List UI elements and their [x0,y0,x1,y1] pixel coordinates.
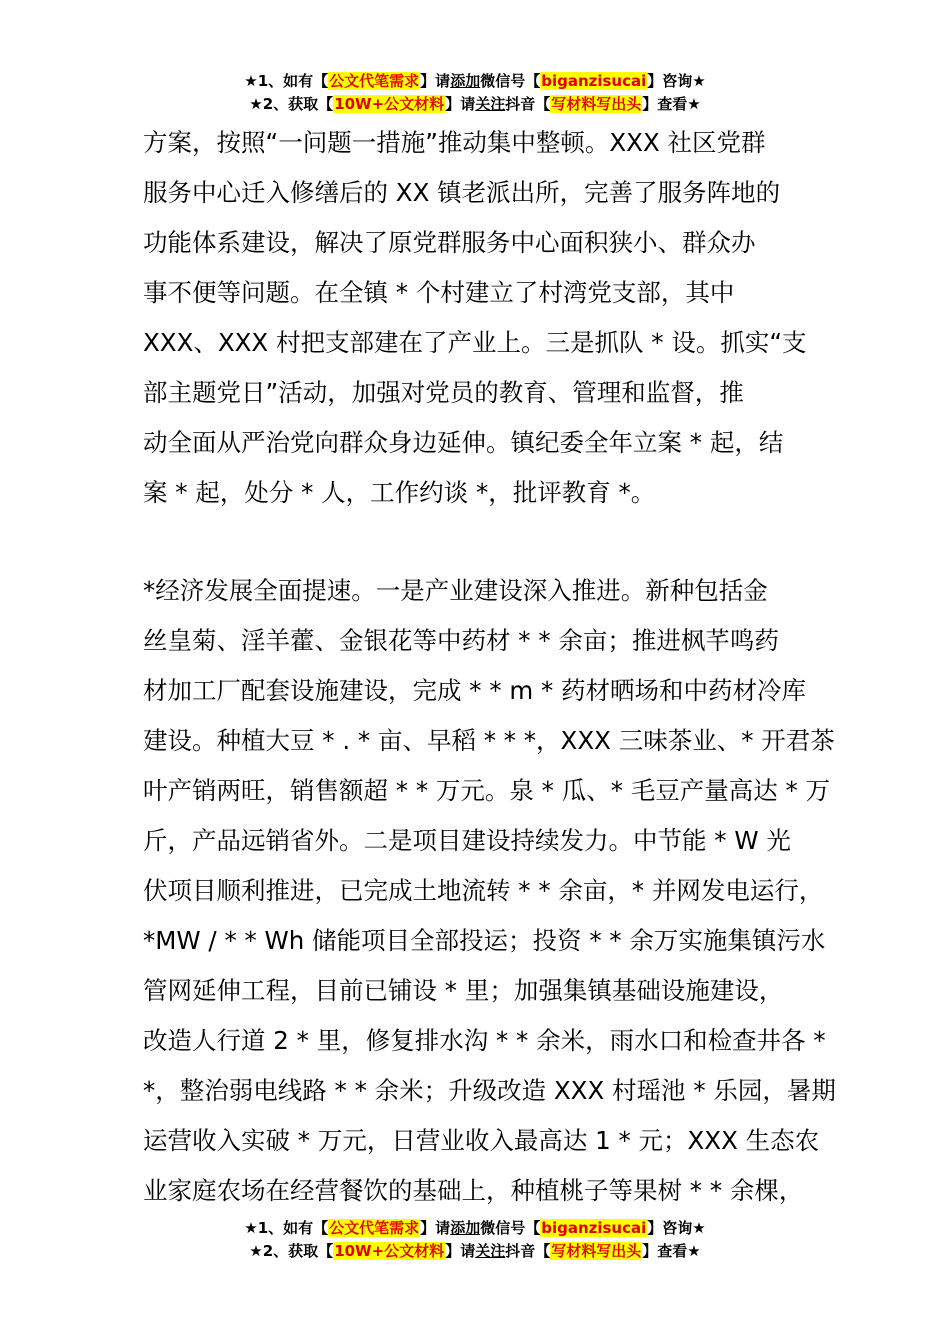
highlight-text: 公文代笔需求 [329,1219,420,1237]
text-line: 功能体系建设，解决了原党群服务中心面积狭小、群众办 [143,228,756,257]
text-line: 管网延伸工程，目前已铺设 * 里；加强集镇基础设施建设， [143,976,784,1005]
text-line: 材加工厂配套设施建设，完成 * * m * 药材晒场和中药材冷库 [143,676,807,705]
text-line: *MW / * * Wh 储能项目全部投运；投资 * * 余万实施集镇污水 [143,926,826,955]
banner-text: 】请 [420,1219,451,1237]
footer-banner [0,1217,950,1263]
banner-text: 】查看★ [642,1242,701,1260]
paragraph-1 [143,118,843,518]
text-line: XXX、XXX 村把支部建在了产业上。三是抓队 * 设。抓实“支 [143,328,807,357]
header-banner [0,70,950,116]
banner-text: 微信号【 [480,72,541,90]
highlight-text: 写材料写出头 [551,1242,642,1260]
text-line: *经济发展全面提速。一是产业建设深入推进。新种包括金 [143,576,768,605]
text-line: 改造人行道 2 * 里，修复排水沟 * * 余米，雨水口和检查井各 * [143,1026,826,1055]
banner-line-2 [0,1240,950,1263]
text-line: 建设。种植大豆 * . * 亩、早稻 * * *，XXX 三味茶业、* 开君茶 [143,726,835,755]
text-line: 丝皇菊、淫羊藿、金银花等中药材 * * 余亩；推进枫芊鸣药 [143,626,779,655]
underlined-text: 关注 [475,1242,506,1260]
text-line: 部主题党日”活动，加强对党员的教育、管理和监督，推 [143,378,744,407]
text-line: 服务中心迁入修缮后的 XX 镇老派出所，完善了服务阵地的 [143,178,781,207]
underlined-text: 添加 [450,1219,481,1237]
banner-text: 微信号【 [480,1219,541,1237]
banner-text: ★1、如有【 [244,1219,329,1237]
paragraph-2 [143,566,843,1216]
text-line: 方案，按照“一问题一措施”推动集中整顿。XXX 社区党群 [143,128,766,157]
banner-text: 】请 [420,72,451,90]
banner-text: 抖音【 [505,95,551,113]
text-line: 斤，产品远销省外。二是项目建设持续发力。中节能 * W 光 [143,826,791,855]
underlined-text: 添加 [450,72,481,90]
text-line: 案 * 起，处分 * 人，工作约谈 *，批评教育 *。 [143,478,656,507]
banner-line-2 [0,93,950,116]
banner-text: ★2、获取【 [249,95,334,113]
banner-text: 】咨询★ [647,1219,706,1237]
text-line: 叶产销两旺，销售额超 * * 万元。泉 * 瓜、* 毛豆产量高达 * 万 [143,776,831,805]
text-line: 业家庭农场在经营餐饮的基础上，种植桃子等果树 * * 余棵， [143,1176,804,1205]
highlight-text: biganzisucai [541,1219,647,1237]
text-line: 动全面从严治党向群众身边延伸。镇纪委全年立案 * 起，结 [143,428,784,457]
banner-text: 】请 [445,95,476,113]
banner-line-1 [0,1217,950,1240]
highlight-text: 10W+公文材料 [334,1242,445,1260]
banner-text: 】查看★ [642,95,701,113]
highlight-text: 10W+公文材料 [334,95,445,113]
underlined-text: 关注 [475,95,506,113]
highlight-text: 公文代笔需求 [329,72,420,90]
highlight-text: biganzisucai [541,72,647,90]
text-line: 伏项目顺利推进，已完成土地流转 * * 余亩，* 并网发电运行， [143,876,824,905]
banner-text: ★2、获取【 [249,1242,334,1260]
banner-text: ★1、如有【 [244,72,329,90]
highlight-text: 写材料写出头 [551,95,642,113]
banner-text: 抖音【 [505,1242,551,1260]
text-line: 事不便等问题。在全镇 * 个村建立了村湾党支部，其中 [143,278,735,307]
banner-line-1 [0,70,950,93]
banner-text: 】咨询★ [647,72,706,90]
text-line: 运营收入实破 * 万元，日营业收入最高达 1 * 元；XXX 生态农 [143,1126,820,1155]
text-line: *，整治弱电线路 * * 余米；升级改造 XXX 村瑶池 * 乐园，暑期 [143,1076,836,1105]
banner-text: 】请 [445,1242,476,1260]
